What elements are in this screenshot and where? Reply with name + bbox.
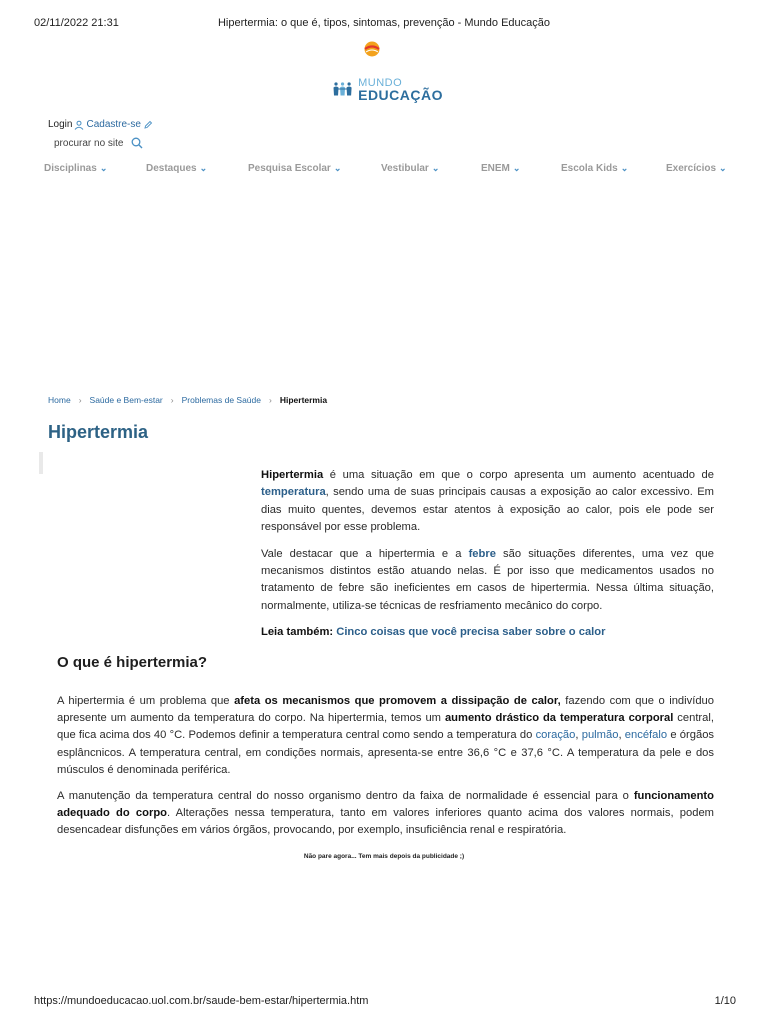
article-intro	[261, 467, 714, 651]
nav-pesquisa-escolar[interactable]	[248, 163, 341, 174]
breadcrumb-current: Hipertermia	[279, 395, 328, 405]
signup-link[interactable]: Cadastre-se	[86, 119, 141, 130]
logo-line-2: EDUCAÇÃO	[358, 87, 443, 103]
body-paragraph-2	[57, 788, 714, 840]
nav-item-label: Vestibular	[381, 163, 429, 174]
paragraph-text: ,	[618, 729, 625, 742]
login-link[interactable]: Login	[48, 119, 73, 130]
section-heading: O que é hipertermia?	[57, 654, 208, 671]
link-pulmao[interactable]: pulmão	[581, 729, 619, 742]
see-also	[261, 624, 714, 641]
nav-item-label: Destaques	[146, 163, 197, 174]
chevron-down-icon: ⌄	[512, 163, 521, 173]
breadcrumb	[48, 395, 327, 405]
paragraph-text: fazendo com que o indivíduo apresente um aumento da temperatura do corpo. Na hipertermia, temos um	[57, 695, 714, 725]
breadcrumb-problemas[interactable]: Problemas de Saúde	[181, 395, 261, 405]
print-page-number: 1/10	[714, 995, 736, 1007]
nav-vestibular[interactable]	[381, 163, 439, 174]
nav-item-label: Disciplinas	[44, 163, 97, 174]
link-encefalo[interactable]: encéfalo	[624, 729, 668, 742]
paragraph-text: e órgãos esplâncnicos. A temperatura central, em condições normais, apresenta-se entre 36,6 °C e 37,6 °C. A temperatura da pele e dos músculos é denominada periférica.	[57, 729, 715, 776]
promo-badge-icon[interactable]	[364, 41, 380, 57]
pencil-icon	[143, 120, 153, 130]
main-nav	[44, 163, 734, 177]
paragraph-text: , sendo uma de suas principais causas a exposição ao calor excessivo. Em dias muito quentes, devemos estar atentos à exposição ao calor, pois ele pode ser responsável por esse problema.	[261, 486, 714, 534]
see-also-link[interactable]: Cinco coisas que você precisa saber sobre o calor	[333, 626, 606, 639]
nav-enem[interactable]	[481, 163, 520, 174]
search-bar[interactable]	[54, 137, 143, 149]
link-febre[interactable]: febre	[468, 547, 496, 560]
paragraph-text: A manutenção da temperatura central do nosso organismo dentro da faixa de normalidade é essencial para o	[57, 790, 634, 803]
paragraph-text: Vale destacar que a hipertermia e a	[261, 547, 469, 560]
breadcrumb-separator: ›	[170, 395, 174, 405]
site-logo[interactable]	[333, 72, 443, 106]
nav-disciplinas[interactable]	[44, 163, 107, 174]
breadcrumb-saude[interactable]: Saúde e Bem-estar	[89, 395, 163, 405]
print-url: https://mundoeducacao.uol.com.br/saude-bem-estar/hipertermia.htm	[34, 995, 369, 1007]
nav-escola-kids[interactable]	[561, 163, 628, 174]
search-input[interactable]: procurar no site	[54, 137, 124, 149]
bold-text: Hipertermia	[261, 469, 324, 481]
auth-links	[48, 119, 153, 130]
bold-text: aumento drástico da temperatura corporal	[444, 712, 674, 725]
link-coracao[interactable]: coração	[535, 729, 576, 742]
see-also-label: Leia também:	[261, 626, 334, 639]
chevron-down-icon: ⌄	[719, 163, 727, 173]
breadcrumb-separator: ›	[269, 395, 272, 405]
page-title: Hipertermia	[48, 422, 149, 442]
ad-notice: Não pare agora... Tem mais depois da publicidade ;)	[303, 853, 465, 860]
nav-exercicios[interactable]	[666, 163, 727, 174]
chevron-down-icon: ⌄	[431, 163, 440, 173]
paragraph-text: são situações diferentes, uma vez que mecanismos distintos estão atuando nelas. É por isso que medicamentos usados no tratamento de febre são ineficientes em casos de hipertermia. Nessa última situação, normalmente, utiliza-se técnicas de resfriamento mecânico do corpo.	[261, 547, 714, 612]
paragraph-text: ,	[575, 729, 582, 742]
nav-item-label: Exercícios	[666, 163, 717, 174]
search-icon[interactable]	[131, 137, 143, 149]
body-paragraph-1	[57, 693, 714, 779]
logo-line-1: MUNDO	[358, 77, 403, 89]
bold-text: afeta os mecanismos que promovem a dissipação de calor,	[234, 695, 561, 707]
link-temperatura[interactable]: temperatura	[261, 486, 326, 499]
intro-paragraph-1	[261, 467, 714, 537]
user-icon	[74, 120, 84, 130]
chevron-down-icon: ⌄	[333, 163, 342, 173]
paragraph-text: central, que fica acima dos 40 °C. Podemos definir a temperatura central como sendo a temperatura do	[57, 712, 714, 742]
paragraph-text: é uma situação em que o corpo apresenta um aumento acentuado de	[323, 469, 714, 481]
paragraph-text: A hipertermia é um problema que	[57, 695, 235, 707]
logo-people-icon	[333, 74, 352, 104]
chevron-down-icon: ⌄	[199, 163, 208, 173]
nav-item-label: Escola Kids	[561, 163, 618, 174]
breadcrumb-separator: ›	[78, 395, 82, 405]
bold-text: funcionamento adequado do corpo	[57, 790, 714, 820]
nav-destaques[interactable]	[146, 163, 207, 174]
chevron-down-icon: ⌄	[99, 163, 108, 173]
article-body	[57, 693, 714, 849]
print-datetime: 02/11/2022 21:31	[34, 17, 119, 29]
intro-paragraph-2	[261, 546, 714, 616]
breadcrumb-home[interactable]: Home	[48, 395, 71, 405]
print-page-title: Hipertermia: o que é, tipos, sintomas, prevenção - Mundo Educação	[217, 17, 550, 29]
share-bar-edge	[39, 452, 43, 474]
chevron-down-icon: ⌄	[620, 163, 629, 173]
nav-item-label: ENEM	[481, 163, 510, 174]
paragraph-text: . Alterações nessa temperatura, tanto em valores inferiores quanto acima dos valores normais, podem desencadear disfunções em vários órgãos, provocando, por exemplo, insuficiência renal e respiratória.	[57, 807, 714, 837]
nav-item-label: Pesquisa Escolar	[248, 163, 331, 174]
